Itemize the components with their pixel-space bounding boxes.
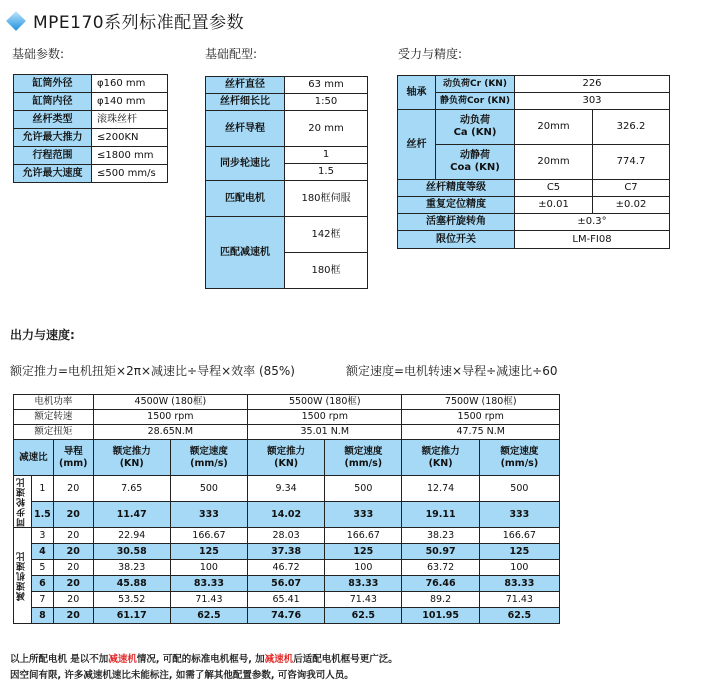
output-speed-heading: 出力与速度: bbox=[10, 328, 75, 342]
table-row: 5 20 38.23 100 46.72 100 63.72 100 bbox=[14, 560, 560, 576]
table-row: 4 20 30.58 125 37.38 125 50.97 125 bbox=[14, 544, 560, 560]
speed-formula: 额定速度=电机转速×导程÷减速比÷60 bbox=[346, 364, 558, 378]
table-row: 7 20 53.52 71.43 65.41 71.43 89.2 71.43 bbox=[14, 592, 560, 608]
diamond-icon bbox=[6, 11, 26, 31]
table-row: 1.5 20 11.47 333 14.02 333 19.11 333 bbox=[14, 502, 560, 528]
table-row: 8 20 61.17 62.5 74.76 62.5 101.95 62.5 bbox=[14, 608, 560, 624]
note-line-2: 因空间有限, 许多减速机速比未能标注, 如需了解其他配置参数, 可咨询我司人员。 bbox=[10, 670, 354, 681]
table-row: 同步轮速比 1 20 7.65 500 9.34 500 12.74 500 bbox=[14, 476, 560, 502]
group-reducer-label: 减速机速比 bbox=[14, 528, 32, 624]
basic-params-table: 缸筒外径 φ160 mm 缸筒内径 φ140 mm 丝杆类型 滚珠丝杆 允许最大推力 ≤200KN 行程范围 ≤1800 mm 允许最大速度 ≤500 mm/s bbox=[13, 74, 168, 183]
table-row: 减速机速比 3 20 22.94 166.67 28.03 166.67 38.23 166.67 bbox=[14, 528, 560, 544]
thrust-formula: 额定推力=电机扭矩×2π×减速比÷导程×效率 (85%) bbox=[10, 364, 295, 378]
basic-params-heading: 基础参数: bbox=[12, 47, 65, 61]
basic-config-table: 丝杆直径 63 mm 丝杆细长比 1:50 丝杆导程 20 mm 同步轮速比 1 1.5 匹配电机 180框伺服 匹配减速机 142框 180框 bbox=[205, 76, 368, 289]
force-precision-table: 轴承 动负荷Cr (KN) 226 静负荷Cor (KN) 303 丝杆 动负荷 Ca (KN) 20mm 326.2 动静荷 Coa (KN) 20mm 774.7 丝杆精度等级 C5 C7 重复定位精度 ±0.01 ±0.02 活塞杆旋转角 ±0.3° 限位开关 LM-FI08 bbox=[397, 75, 670, 249]
table-row: 6 20 45.88 83.33 56.07 83.33 76.46 83.33 bbox=[14, 576, 560, 592]
group-pulley-label: 同步轮速比 bbox=[14, 476, 32, 528]
page-title: MPE170系列标准配置参数 bbox=[6, 8, 244, 33]
basic-config-heading: 基础配型: bbox=[205, 47, 258, 61]
note-line-1: 以上所配电机 是以不加减速机情况, 可配的标准电机框号, 加减速机后适配电机框号更广泛。 bbox=[10, 654, 398, 665]
performance-table: 电机功率 4500W (180框) 5500W (180框) 7500W (180框) 额定转速 1500 rpm 1500 rpm 1500 rpm 额定扭矩 28.65N.M 35.01 N.M 47.75 N.M 减速比 导程 (mm) 额定推力 (KN) 额定速度 (mm/s) 额定推力 (KN) 额定速度 (mm/s) 额定推力 (KN) 额定速度 (mm/s) 同步轮速比 1 20 7.65 500 9.34 500 12.74 500 1.5 20 11.47 333 14.02 333 19.11 333 减速机速比 3 20 22.94 166.67 28.03 166.67 38.23 166.67 4 20 30.58 125 37.38 125 50.97 125 5 20 38.23 100 46.72 100 63.72 100 6 20 45.88 83.33 56.07 83.33 76.46 83.33 7 20 53.52 71.43 65.41 71.43 89.2 71.43 8 20 61.17 62.5 74.76 62.5 101.95 62.5 bbox=[13, 394, 560, 624]
force-precision-heading: 受力与精度: bbox=[398, 47, 463, 61]
